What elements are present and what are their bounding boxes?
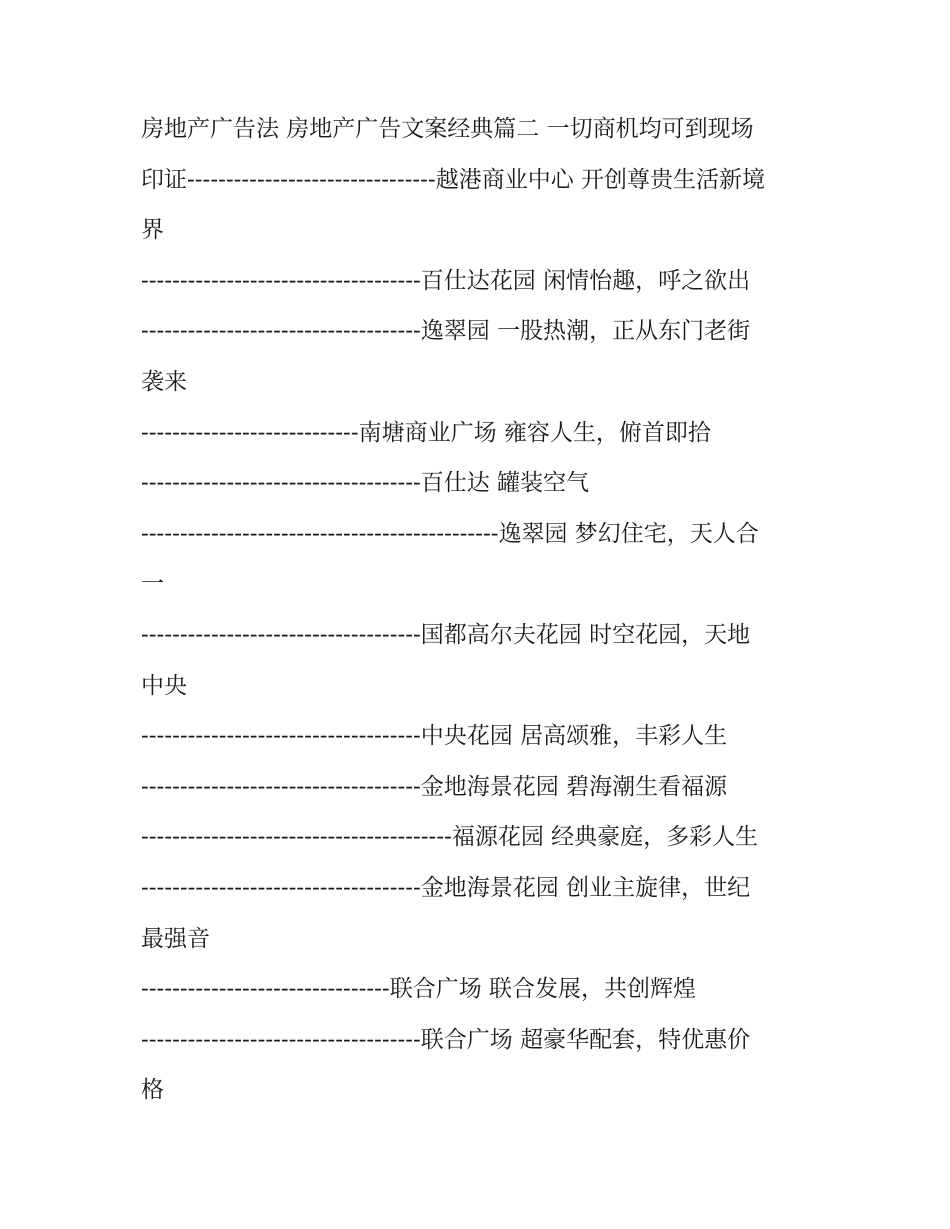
text-line: ----------------------------------------------逸翠园 梦幻住宅，天人合 xyxy=(141,520,759,547)
text-line: ------------------------------------金地海景花园 碧海潮生看福源 xyxy=(141,773,728,800)
text-line: ------------------------------------中央花园 居高颂雅，丰彩人生 xyxy=(141,723,728,750)
text-line: --------------------------------联合广场 联合发展，共创辉煌 xyxy=(141,976,696,1003)
text-line: 最强音 xyxy=(141,925,210,952)
text-line: ----------------------------南塘商业广场 雍容人生，俯首即拾 xyxy=(141,419,711,446)
text-line: ----------------------------------------福源花园 经典豪庭，多彩人生 xyxy=(141,824,759,851)
text-line: 房地产广告法 房地产广告文案经典篇二 一切商机均可到现场 xyxy=(141,116,754,142)
text-line: 格 xyxy=(141,1077,164,1104)
text-line: ------------------------------------金地海景花园 创业主旋律，世纪 xyxy=(141,874,751,901)
text-line: 界 xyxy=(141,217,164,244)
text-line: 中央 xyxy=(141,672,187,699)
text-line: ------------------------------------联合广场 超豪华配套，特优惠价 xyxy=(141,1026,751,1053)
text-line: ------------------------------------逸翠园 一股热潮，正从东门老街 xyxy=(141,318,751,345)
text-line: 袭来 xyxy=(141,368,187,395)
text-line: ------------------------------------百仕达花园 闲情怡趣，呼之欲出 xyxy=(141,267,751,294)
text-line: ------------------------------------百仕达 罐装空气 xyxy=(141,470,590,497)
text-line: 一 xyxy=(141,571,164,598)
document-body xyxy=(141,104,811,1116)
text-line: 印证--------------------------------越港商业中心 开创尊贵生活新境 xyxy=(141,166,765,193)
text-line: ------------------------------------国都高尔夫花园 时空花园，天地 xyxy=(141,621,751,648)
